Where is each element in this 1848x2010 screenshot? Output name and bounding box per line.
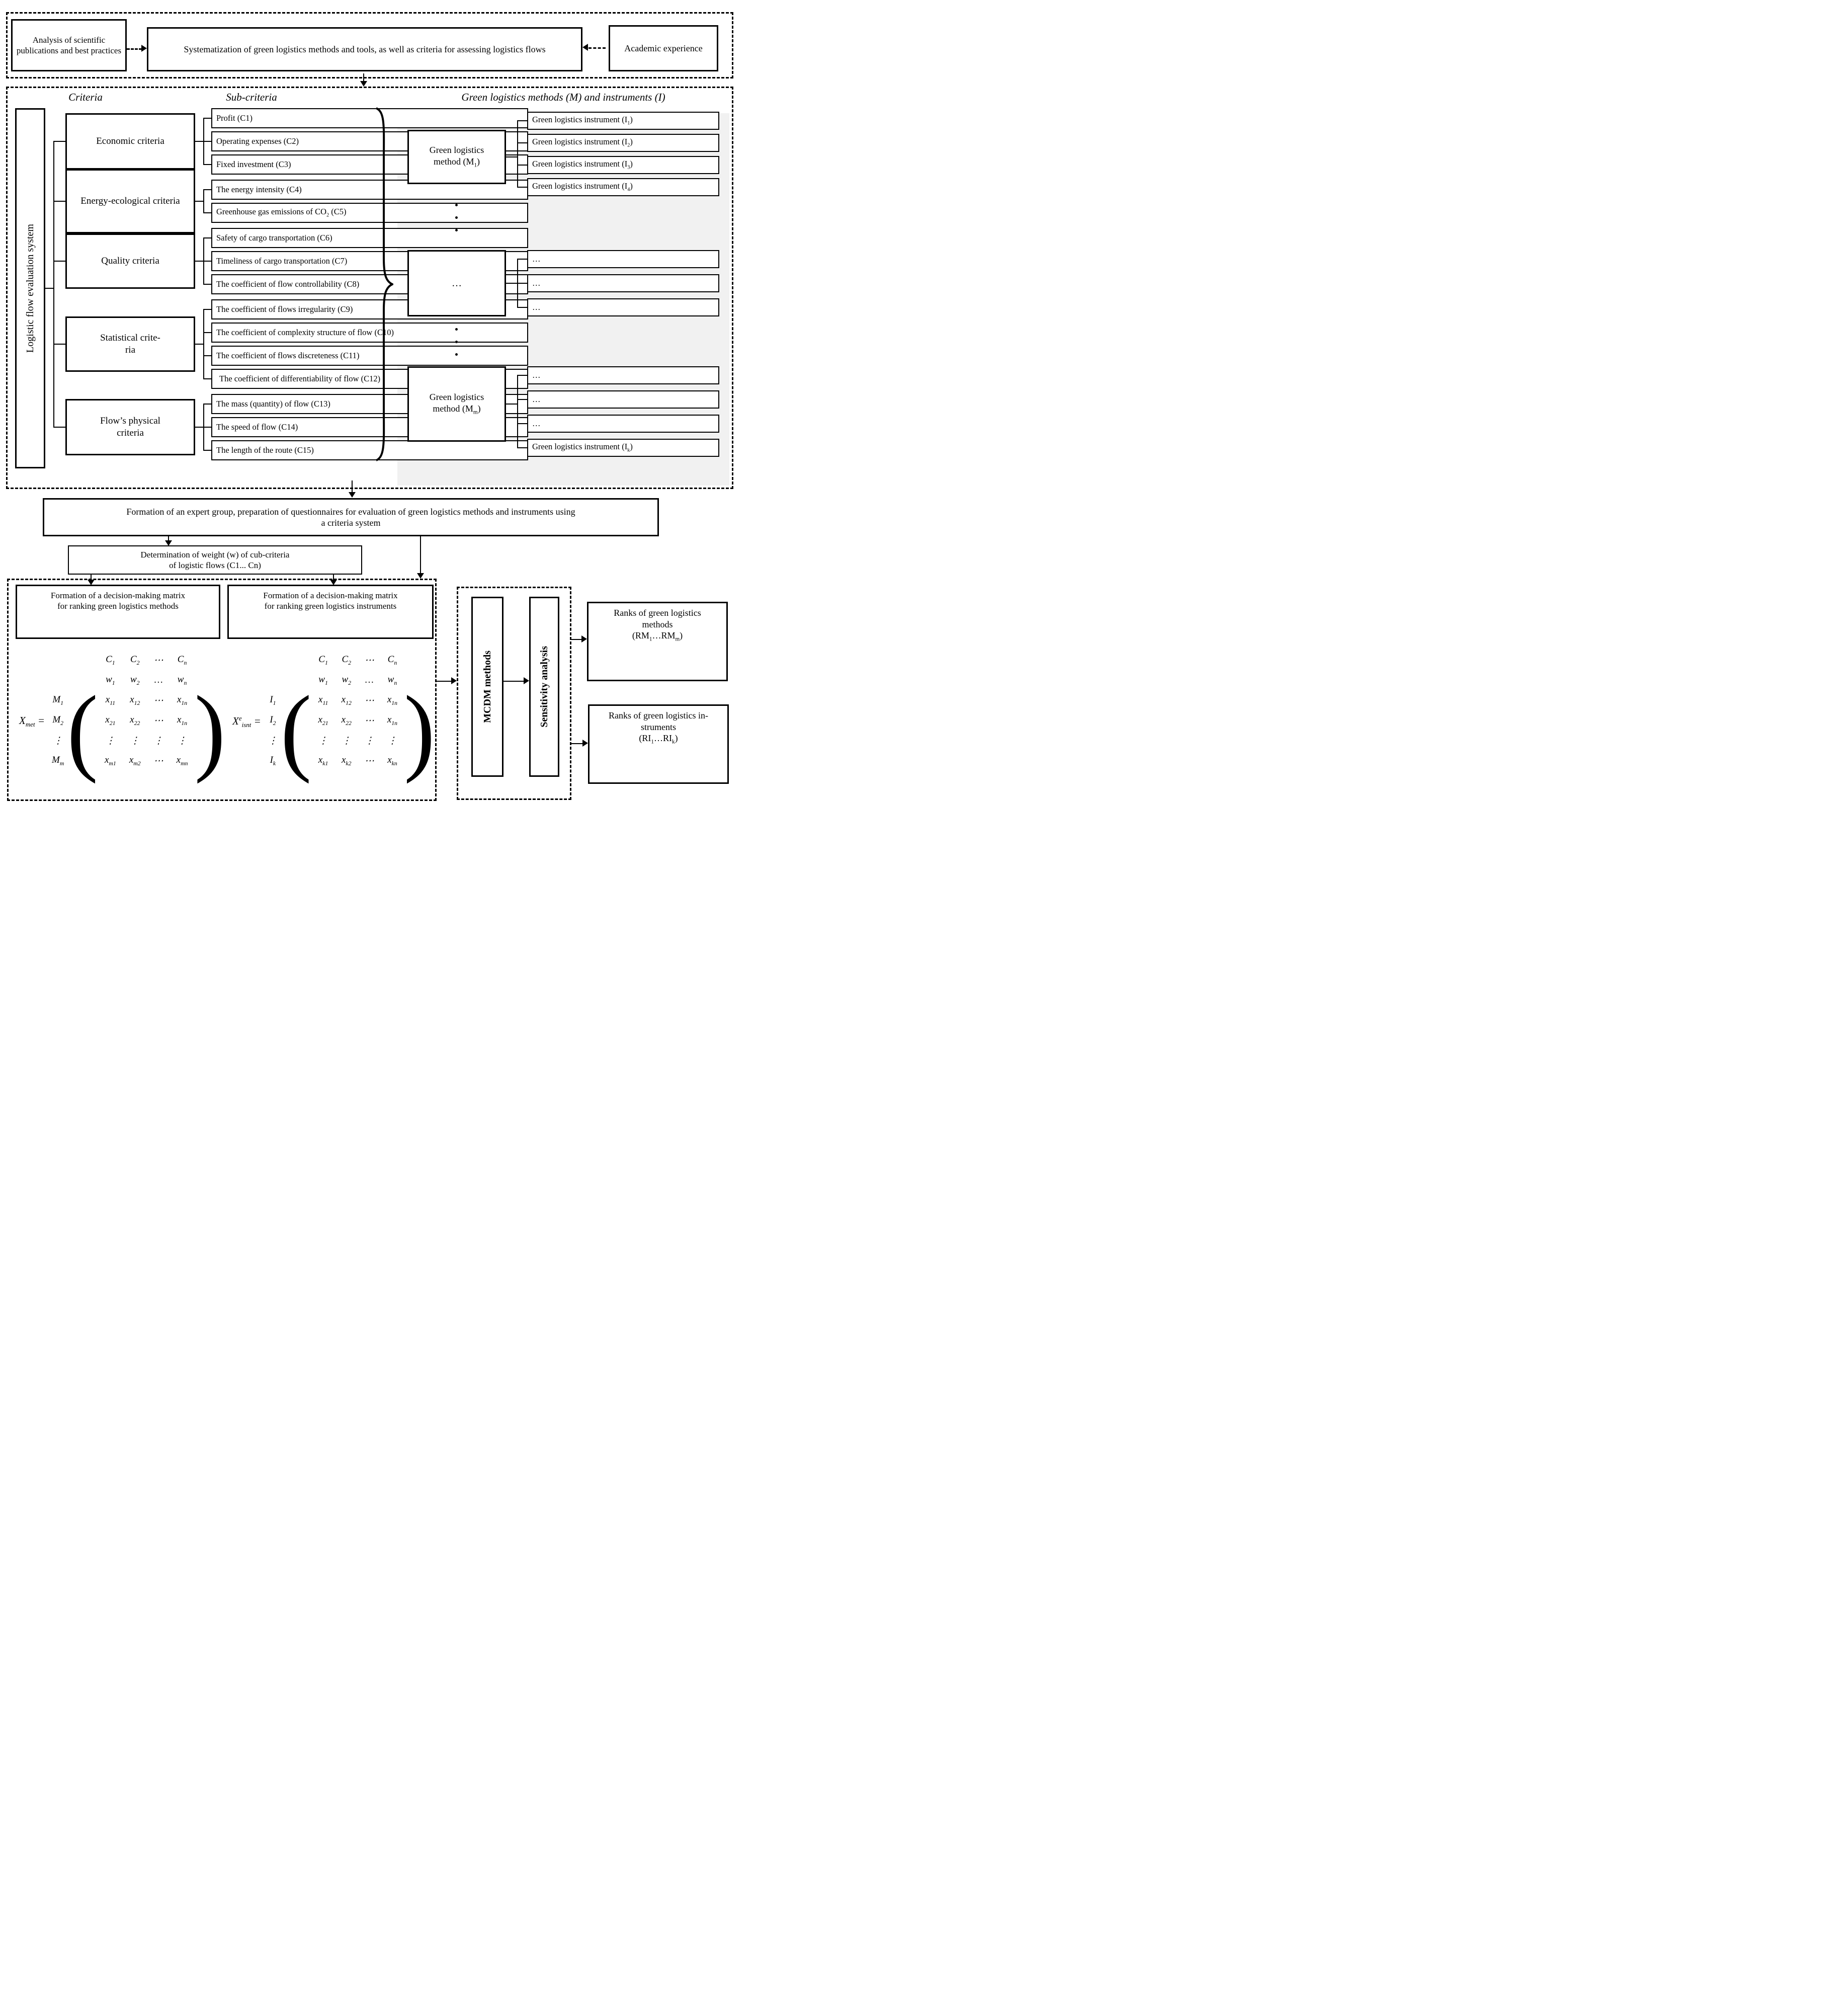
methods-instruments-header: Green logistics methods (M) and instruments (I) bbox=[461, 91, 665, 103]
expert-group-label: Formation of an expert group, preparation of questionnaires for evaluation of green logistics methods and instruments using a criteria system bbox=[126, 506, 575, 528]
decision-matrix-instruments bbox=[232, 650, 435, 785]
connector bbox=[203, 189, 211, 190]
connector bbox=[571, 639, 582, 640]
instrument-box-mm-2 bbox=[527, 390, 719, 409]
instrument-label-i4: Green logistics instrument $(I_4)$ bbox=[532, 181, 633, 193]
instrument-label-mm-2: … bbox=[532, 394, 541, 404]
connector bbox=[127, 48, 142, 50]
ellipsis-dot bbox=[455, 216, 458, 219]
connector bbox=[45, 288, 53, 289]
subcriteria-header: Sub-criteria bbox=[226, 91, 277, 103]
arrowhead bbox=[360, 81, 367, 87]
instrument-label-ik: Green logistics instrument $(I_k)$ bbox=[532, 441, 633, 453]
criteria-box-quality bbox=[65, 233, 195, 289]
academic-experience-box bbox=[609, 25, 718, 71]
subcriterion-label-c7: Timeliness of cargo transportation (C7) bbox=[216, 256, 348, 266]
systematization-label: Systematization of green logistics methods and tools, as well as criteria for assessing logistics flows bbox=[184, 44, 546, 54]
instrument-box-i1 bbox=[527, 112, 719, 130]
method-box-middle bbox=[407, 250, 506, 316]
criteria-label-statistical: Statistical crite- ria bbox=[100, 333, 160, 355]
weights-label: Determination of weight (w) of cub-criteria of logistic flows (C1... Cn) bbox=[140, 549, 290, 570]
ellipsis-dot bbox=[455, 341, 458, 343]
ellipsis-dot bbox=[455, 204, 458, 206]
arrowhead bbox=[451, 677, 457, 684]
flowchart-canvas bbox=[0, 0, 739, 804]
connector bbox=[203, 261, 211, 262]
connector bbox=[506, 404, 517, 405]
subcriterion-box-c11 bbox=[211, 346, 528, 366]
academic-experience-label: Academic experience bbox=[624, 43, 703, 53]
instrument-box-i3 bbox=[527, 156, 719, 174]
connector bbox=[352, 480, 353, 493]
subcriterion-label-c13: The mass (quantity) of flow (C13) bbox=[216, 398, 330, 409]
matrix-methods-title: Formation of a decision-making matrix for ranking green logistics methods bbox=[50, 591, 186, 611]
connector bbox=[203, 190, 204, 213]
arrowhead bbox=[524, 677, 529, 684]
connector bbox=[517, 375, 527, 376]
connector bbox=[203, 237, 211, 238]
instrument-box-i4 bbox=[527, 178, 719, 196]
arrowhead bbox=[417, 573, 424, 579]
subcriterion-box-c1 bbox=[211, 108, 528, 128]
instrument-box-ik bbox=[527, 439, 719, 457]
connector bbox=[589, 47, 606, 49]
instrument-label-mm-1: … bbox=[532, 370, 541, 380]
matrix-table: $C_1$ $C_2$ ⋯ $C_n$ $w_1$ $w_2$ … $w_n$ $I_1$ ( $x_{11}$ $x_{12}$ ⋯ $x_{1n}$ ) $I_2$ $x_{21}$ $x_{22}$ ⋯ $x_{1n}$ ⋮ ⋮ ⋮ ⋮ ⋮ $I_k$ $x_{k1}$ $x_{k2}$ ⋯ $x_{kn}$ bbox=[268, 654, 435, 785]
method-box-mm bbox=[407, 366, 506, 442]
subcriterion-label-c14: The speed of flow (C14) bbox=[216, 422, 298, 432]
connector bbox=[195, 141, 203, 142]
connector bbox=[571, 743, 583, 744]
connector bbox=[203, 212, 211, 213]
brace bbox=[373, 107, 393, 461]
connector bbox=[53, 344, 65, 345]
analysis-publications-box bbox=[11, 19, 127, 71]
connector bbox=[53, 141, 65, 142]
mcdm-methods-box bbox=[471, 597, 503, 777]
connector bbox=[517, 283, 527, 284]
matrix-instruments-title: Formation of a decision-making matrix for ranking green logistics instruments bbox=[263, 591, 398, 611]
instrument-box-mm-3 bbox=[527, 415, 719, 433]
equation-label: $X^e_{isnt}$ = bbox=[232, 714, 261, 729]
connector bbox=[517, 423, 527, 424]
subcriterion-label-c4: The energy intensity (C4) bbox=[216, 184, 302, 194]
subcriterion-label-c12: The coefficient of differentiability of flow (C12) bbox=[219, 373, 381, 383]
subcriterion-label-c8: The coefficient of flow controllability (C8) bbox=[216, 279, 360, 289]
connector bbox=[195, 344, 203, 345]
sensitivity-analysis-box bbox=[529, 597, 559, 777]
connector bbox=[203, 378, 211, 379]
systematization-box bbox=[147, 27, 582, 71]
logistic-flow-system-label: Logistic flow evaluation system bbox=[24, 223, 36, 353]
subcriterion-label-c2: Operating expenses (C2) bbox=[216, 136, 299, 146]
weights-box bbox=[68, 545, 362, 575]
criteria-box-statistical bbox=[65, 316, 195, 372]
subcriterion-label-c11: The coefficient of flows discreteness (C11) bbox=[216, 350, 360, 360]
subcriterion-label-c5: Greenhouse gas emissions of $CO_2$ (C5) bbox=[216, 206, 347, 218]
connector bbox=[195, 201, 203, 202]
connector bbox=[53, 261, 65, 262]
arrowhead bbox=[582, 740, 588, 747]
ellipsis-dot bbox=[455, 328, 458, 331]
instrument-label-i1: Green logistics instrument $(I_1)$ bbox=[532, 114, 633, 126]
instrument-label-mid-2: … bbox=[532, 278, 541, 288]
ranks-instruments-label: Ranks of green logistics in- struments $(RI_1\dots RI_k)$ bbox=[609, 710, 708, 745]
connector bbox=[195, 261, 203, 262]
connector bbox=[203, 355, 211, 356]
connector bbox=[203, 427, 211, 428]
connector bbox=[53, 141, 54, 427]
subcriterion-label-c9: The coefficient of flows irregularity (C9) bbox=[216, 304, 353, 314]
analysis-publications-label: Analysis of scientific publications and best practices bbox=[16, 35, 122, 55]
ranks-instruments-box bbox=[588, 704, 729, 784]
criteria-label-flows-physical: Flow’s physical criteria bbox=[100, 416, 160, 438]
connector bbox=[517, 165, 527, 166]
arrowhead bbox=[581, 635, 587, 642]
connector bbox=[437, 681, 452, 682]
ranks-methods-label: Ranks of green logistics methods $(RM_1\dots RM_m)$ bbox=[614, 608, 701, 642]
subcriterion-label-c3: Fixed investment (C3) bbox=[216, 159, 291, 169]
connector bbox=[53, 427, 65, 428]
method-label-mm: Green logistics method $(M_m)$ bbox=[429, 392, 484, 416]
arrowhead bbox=[582, 44, 588, 51]
criteria-label-quality: Quality criteria bbox=[101, 256, 159, 267]
connector bbox=[203, 164, 211, 165]
connector bbox=[420, 536, 421, 574]
instrument-box-mid-1 bbox=[527, 250, 719, 268]
instrument-label-mm-3: … bbox=[532, 418, 541, 428]
arrowhead bbox=[141, 45, 147, 52]
expert-group-box bbox=[43, 498, 659, 536]
subcriterion-label-c10: The coefficient of complexity structure of flow (C10) bbox=[216, 327, 394, 337]
matrix-methods-title-box bbox=[16, 585, 220, 639]
ranks-methods-box bbox=[587, 602, 728, 681]
instrument-label-i2: Green logistics instrument $(I_2)$ bbox=[532, 136, 633, 148]
connector bbox=[203, 284, 211, 285]
subcriterion-label-c6: Safety of cargo transportation (C6) bbox=[216, 232, 332, 243]
connector bbox=[53, 201, 65, 202]
connector bbox=[517, 447, 527, 448]
subcriterion-box-c6 bbox=[211, 228, 528, 248]
instrument-box-mm-1 bbox=[527, 366, 719, 384]
connector bbox=[517, 259, 527, 260]
mcdm-methods-label: MCDM methods bbox=[481, 651, 493, 723]
matrix-instruments-title-box bbox=[227, 585, 434, 639]
connector bbox=[203, 309, 204, 379]
connector bbox=[203, 141, 211, 142]
connector bbox=[517, 307, 527, 308]
matrix-table: $C_1$ $C_2$ ⋯ $C_n$ $w_1$ $w_2$ … $w_n$ $M_1$ ( $x_{11}$ $x_{12}$ ⋯ $x_{1n}$ ) $M_2$ $x_{21}$ $x_{22}$ ⋯ $x_{1n}$ ⋮ ⋮ ⋮ ⋮ ⋮ $M_m$ $x_{m1}$ $x_{m2}$ ⋯ $x_{mn}$ bbox=[52, 654, 226, 785]
connector bbox=[506, 283, 517, 284]
instrument-label-mid-1: … bbox=[532, 254, 541, 264]
connector bbox=[517, 142, 527, 143]
instrument-box-mid-3 bbox=[527, 298, 719, 316]
criteria-label-energy-ecological: Energy-ecological criteria bbox=[80, 196, 180, 207]
subcriterion-label-c15: The length of the route (C15) bbox=[216, 445, 314, 455]
instrument-box-mid-2 bbox=[527, 274, 719, 292]
arrowhead bbox=[349, 492, 356, 498]
connector bbox=[517, 120, 527, 121]
instrument-box-i2 bbox=[527, 134, 719, 152]
connector bbox=[203, 404, 211, 405]
connector bbox=[517, 375, 518, 448]
connector bbox=[195, 427, 203, 428]
connector bbox=[517, 121, 518, 187]
connector bbox=[363, 73, 364, 82]
decision-matrix-methods bbox=[19, 650, 226, 785]
ellipsis-dot bbox=[455, 353, 458, 356]
subcriterion-label-c1: Profit (C1) bbox=[216, 113, 253, 123]
connector bbox=[517, 399, 527, 400]
criteria-box-energy-ecological bbox=[65, 169, 195, 233]
connector bbox=[517, 187, 527, 188]
method-label-m1: Green logistics method $(M_1)$ bbox=[429, 145, 484, 169]
equation-label: $X_{met}$ = bbox=[19, 714, 45, 729]
method-label-middle: … bbox=[452, 277, 462, 289]
logistic-flow-system-box bbox=[15, 108, 45, 468]
connector bbox=[506, 156, 517, 157]
instrument-label-mid-3: … bbox=[532, 302, 541, 312]
criteria-box-flows-physical bbox=[65, 399, 195, 455]
subcriterion-box-c5 bbox=[211, 203, 528, 223]
connector bbox=[203, 332, 211, 333]
connector bbox=[503, 681, 524, 682]
criteria-box-economic bbox=[65, 113, 195, 170]
method-box-m1 bbox=[407, 130, 506, 184]
connector bbox=[203, 309, 211, 310]
criteria-label-economic: Economic criteria bbox=[96, 136, 164, 147]
instrument-label-i3: Green logistics instrument $(I_3)$ bbox=[532, 158, 633, 171]
connector bbox=[203, 118, 211, 119]
ellipsis-dot bbox=[455, 229, 458, 231]
subcriterion-box-c10 bbox=[211, 323, 528, 343]
subcriterion-box-c15 bbox=[211, 440, 528, 460]
connector bbox=[203, 450, 211, 451]
criteria-header: Criteria bbox=[68, 91, 103, 103]
sensitivity-analysis-label: Sensitivity analysis bbox=[538, 646, 550, 728]
